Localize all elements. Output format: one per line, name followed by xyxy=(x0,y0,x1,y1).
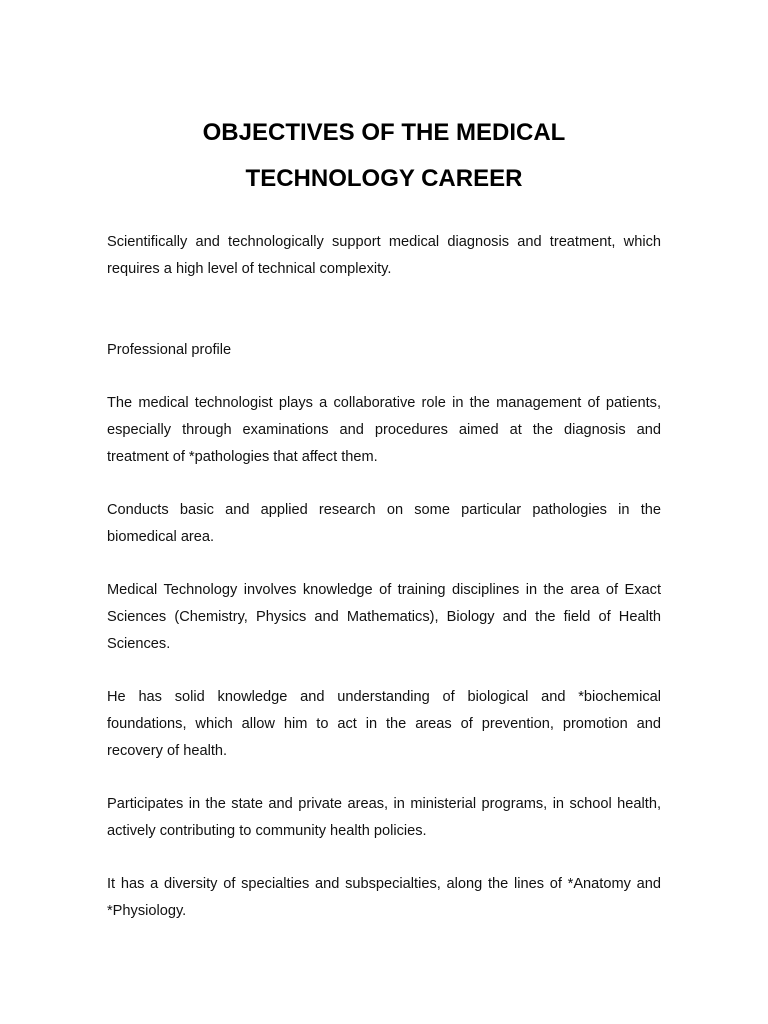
paragraph-4: He has solid knowledge and understanding of biological and *biochemical foundations, which allow him to act in the areas of prevention, promotion and recovery of health. xyxy=(107,689,661,759)
document-title-line-1: OBJECTIVES OF THE MEDICAL xyxy=(202,119,566,146)
paragraph-6: It has a diversity of specialties and subspecialties, along the lines of *Anatomy and *Physiology. xyxy=(107,876,661,919)
paragraph-2: Conducts basic and applied research on some particular pathologies in the biomedical area. xyxy=(107,502,661,545)
paragraph-5: Participates in the state and private areas, in ministerial programs, in school health, actively contributing to community health policies. xyxy=(107,796,661,839)
paragraph-3: Medical Technology involves knowledge of training disciplines in the area of Exact Sciences (Chemistry, Physics and Mathematics), Biology and the field of Health Sciences. xyxy=(107,582,661,652)
intro-paragraph: Scientifically and technologically support medical diagnosis and treatment, which requires a high level of technical complexity. xyxy=(107,234,661,277)
section-heading: Professional profile xyxy=(107,342,232,358)
document-title-line-2: TECHNOLOGY CAREER xyxy=(245,165,523,192)
paragraph-1: The medical technologist plays a collaborative role in the management of patients, especially through examinations and procedures aimed at the diagnosis and treatment of *pathologies that affect them. xyxy=(107,395,661,465)
